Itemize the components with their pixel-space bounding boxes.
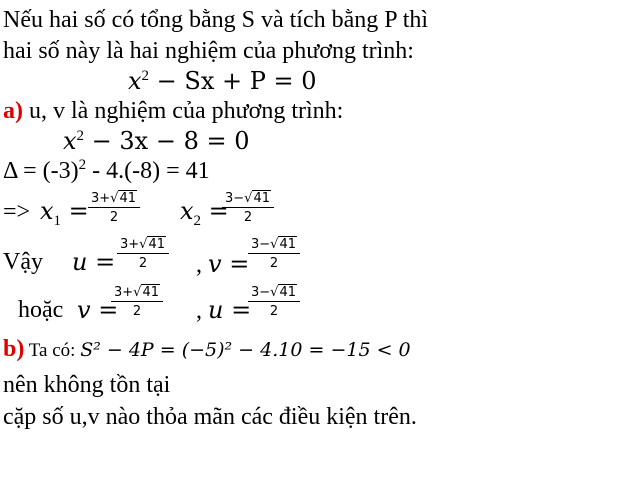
v-equals-label-2: v = — [77, 296, 119, 324]
fraction-v-plus: 3+√41 2 — [111, 285, 163, 322]
part-b-heading — [3, 335, 411, 365]
roots-arrow: => — [3, 199, 31, 225]
part-b-label: b) — [3, 336, 25, 362]
equation-rest: − Sx + P = 0 — [149, 67, 317, 95]
intro-line-1: Nếu hai số có tổng bằng S và tích bằng P thì — [3, 7, 429, 33]
part-b-line-3: cặp số u,v nào thỏa mãn các điều kiện trên. — [3, 404, 417, 430]
u-equals-label: u = — [72, 248, 116, 276]
fraction-root-plus: 3+√41 2 — [88, 191, 140, 228]
equation-rest: − 3x − 8 = 0 — [84, 127, 250, 155]
delta-exponent: 2 — [78, 157, 87, 173]
quadratic-equation — [63, 127, 250, 156]
general-equation — [128, 67, 317, 96]
root-x2-label: $x_2$ = — [180, 197, 229, 229]
delta-start: Δ = (-3) — [3, 158, 79, 184]
fraction-root-minus: 3−√41 2 — [222, 191, 274, 228]
part-a-label: a) — [3, 98, 23, 124]
delta-rest: - 4.(-8) = 41 — [86, 158, 210, 184]
equation-variable: x — [63, 127, 77, 155]
part-b-expression: S² − 4P = (−5)² − 4.10 = −15 < 0 — [80, 339, 411, 361]
root-x1-label: $x_1$ = — [40, 197, 89, 229]
hoac-word: hoặc — [18, 297, 64, 323]
vay-word: Vậy — [3, 249, 43, 275]
discriminant-line — [3, 157, 210, 185]
equation-exponent: 2 — [76, 128, 85, 144]
part-a-text: u, v là nghiệm của phương trình: — [23, 98, 344, 124]
equation-variable: x — [128, 67, 142, 95]
part-b-prefix: Ta có: — [24, 340, 81, 361]
part-b-line-2: nên không tồn tại — [3, 372, 171, 398]
part-a-heading — [3, 97, 343, 125]
fraction-u-plus: 3+√41 2 — [117, 237, 169, 274]
equation-exponent: 2 — [141, 68, 150, 84]
fraction-u-minus: 3−√41 2 — [248, 285, 300, 322]
v-equals-label: , v = — [196, 250, 250, 278]
intro-line-2: hai số này là hai nghiệm của phương trình: — [3, 38, 414, 64]
fraction-v-minus: 3−√41 2 — [248, 237, 300, 274]
u-equals-label-2: , u = — [196, 296, 252, 324]
